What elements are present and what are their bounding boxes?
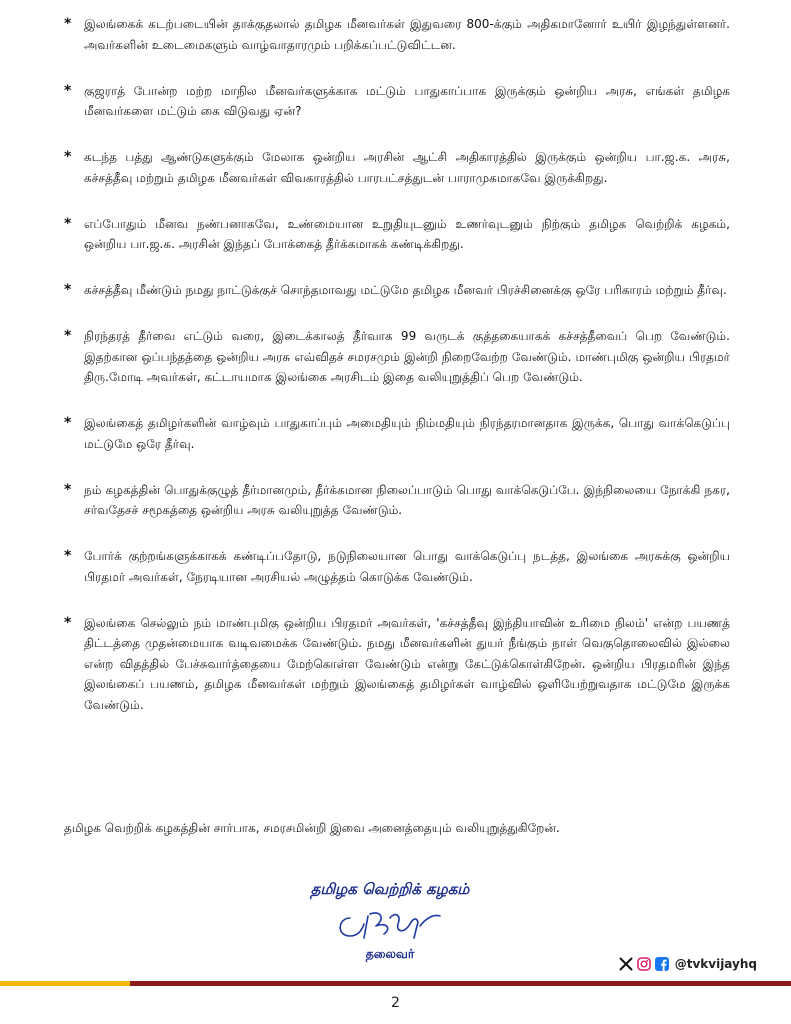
bullet-text: இலங்கை செல்லும் நம் மாண்புமிகு ஒன்றிய பிரதமர் அவர்கள், 'கச்சத்தீவு இந்தியாவின் உரிமை நிலம்' என்ற பயணத் திட்டத்தை முதன்மையாக வடிவமைக்க வேண்டும். நமது மீனவர்களின் துயர் நீங்கும் நாள் வெகுதொலைவில் இல்லை என்ற விதத்தில் பேச்சுவார்த்தையை மேற்கொள்ள வேண்டும் என்று கேட்டுக்கொள்கிறேன். ஒன்றிய பிரதமரின் இந்த இலங்கைப் பயணம், தமிழக மீனவர்கள் மற்றும் இலங்கைத் தமிழர்கள் வாழ்வில் ஒளியேற்றுவதாக மட்டுமே இருக்க வேண்டும். — [84, 615, 730, 712]
bullet-text: நிரந்தரத் தீர்வை எட்டும் வரை, இடைக்காலத் தீர்வாக 99 வருடக் குத்தகையாகக் கச்சத்தீவைப் பெற வேண்டும். இதற்கான ஒப்பந்தத்தை ஒன்றிய அரசு எவ்விதச் சமரசமும் இன்றி நிறைவேற்ற வேண்டும். மாண்புமிகு ஒன்றிய பிரதமர் திரு.மோடி அவர்கள், கட்டாயமாக இலங்கை அரசிடம் இதை வலியுறுத்திப் பெற வேண்டும். — [84, 329, 730, 384]
bullet-marker: * — [64, 82, 72, 99]
bullet-item — [64, 147, 730, 188]
footer-band-yellow — [0, 981, 130, 986]
bullet-marker: * — [64, 614, 72, 631]
x-icon[interactable] — [619, 957, 633, 971]
bullet-item — [64, 81, 730, 122]
bullet-marker: * — [64, 16, 72, 32]
bullet-text: போர்க் குற்றங்களுக்காகக் கண்டிப்பதோடு, நடுநிலையான பொது வாக்கெடுப்பு நடத்த, இலங்கை அரசுக்கு ஒன்றிய பிரதமர் அவர்கள், நேரடியான அரசியல் அழுத்தம் கொடுக்க வேண்டும். — [84, 549, 730, 584]
bullet-marker: * — [64, 548, 72, 564]
bullet-item — [64, 214, 730, 255]
bullet-text: எப்போதும் மீனவ நண்பனாகவே, உண்மையான உறுதியுடனும் உணர்வுடனும் நிற்கும் தமிழக வெற்றிக் கழகம், ஒன்றிய பா.ஜ.க. அரசின் இந்தப் போக்கைத் தீர்க்கமாகக் கண்டிக்கிறது. — [84, 216, 730, 251]
bullet-text: குஜராத் போன்ற மற்ற மாநில மீனவர்களுக்காக மட்டும் பாதுகாப்பாக இருக்கும் ஒன்றிய அரசு, எங்கள் தமிழக மீனவர்களை மட்டும் கை விடுவது ஏன்? — [84, 83, 730, 118]
footer-band-maroon — [130, 981, 791, 986]
page-number: 2 — [391, 995, 400, 1011]
bullet-marker: * — [64, 215, 72, 232]
bullet-item — [64, 326, 730, 388]
bullet-marker: * — [64, 149, 72, 165]
bullet-marker: * — [64, 328, 72, 344]
bullet-text: நம் கழகத்தின் பொதுக்குழுத் தீர்மானமும், தீர்க்கமான நிலைப்பாடும் பொது வாக்கெடுப்பே. இந்நிலையை நோக்கி நகர, சர்வதேசச் சமூகத்தை ஒன்றிய அரசு வலியுறுத்த வேண்டும். — [84, 482, 730, 517]
bullet-text: கச்சத்தீவு மீண்டும் நமது நாட்டுக்குச் சொந்தமாவது மட்டுமே தமிழக மீனவர் பிரச்சினைக்கு ஒரே பரிகாரம் மற்றும் தீர்வு. — [84, 283, 727, 297]
facebook-icon[interactable] — [655, 957, 669, 971]
bullet-text: இலங்கைக் கடற்படையின் தாக்குதலால் தமிழக மீனவர்கள் இதுவரை 800-க்கும் அதிகமானோர் உயிர் இழந்துள்ளனர். அவர்களின் உடைமைகளும் வாழ்வாதாரமும் பறிக்கப்பட்டுவிட்டன. — [84, 17, 730, 52]
bullet-marker: * — [64, 481, 72, 498]
bullet-marker: * — [64, 282, 72, 298]
bullet-list — [64, 14, 730, 741]
designation-label: தலைவர் — [365, 946, 415, 961]
bullet-item — [64, 546, 730, 587]
bullet-text: கடந்த பத்து ஆண்டுகளுக்கும் மேலாக ஒன்றிய அரசின் ஆட்சி அதிகாரத்தில் இருக்கும் ஒன்றிய பா.ஜ.க. அரசு, கச்சத்தீவு மற்றும் தமிழக மீனவர்கள் விவகாரத்தில் பாரபட்சத்துடன் பாராமுகமாகவே இருக்கிறது. — [84, 150, 730, 185]
signature-image — [330, 904, 450, 946]
instagram-icon[interactable] — [637, 957, 651, 971]
bullet-marker: * — [64, 415, 72, 431]
signature-block — [250, 880, 530, 963]
bullet-item — [64, 613, 730, 716]
bullet-item — [64, 480, 730, 521]
social-handles — [619, 957, 757, 971]
party-name: தமிழக வெற்றிக் கழகம் — [310, 880, 470, 898]
bullet-text: இலங்கைத் தமிழர்களின் வாழ்வும் பாதுகாப்பும் அமைதியும் நிம்மதியும் நிரந்தரமானதாக இருக்க, பொது வாக்கெடுப்பு மட்டுமே ஒரே தீர்வு. — [84, 416, 730, 451]
closing-statement: தமிழக வெற்றிக் கழகத்தின் சார்பாக, சமரசமின்றி இவை அனைத்தையும் வலியுறுத்துகிறேன். — [64, 821, 560, 835]
bullet-item — [64, 14, 730, 55]
bullet-item — [64, 280, 730, 301]
social-handle-text[interactable]: @tvkvijayhq — [674, 957, 757, 971]
bullet-item — [64, 413, 730, 454]
